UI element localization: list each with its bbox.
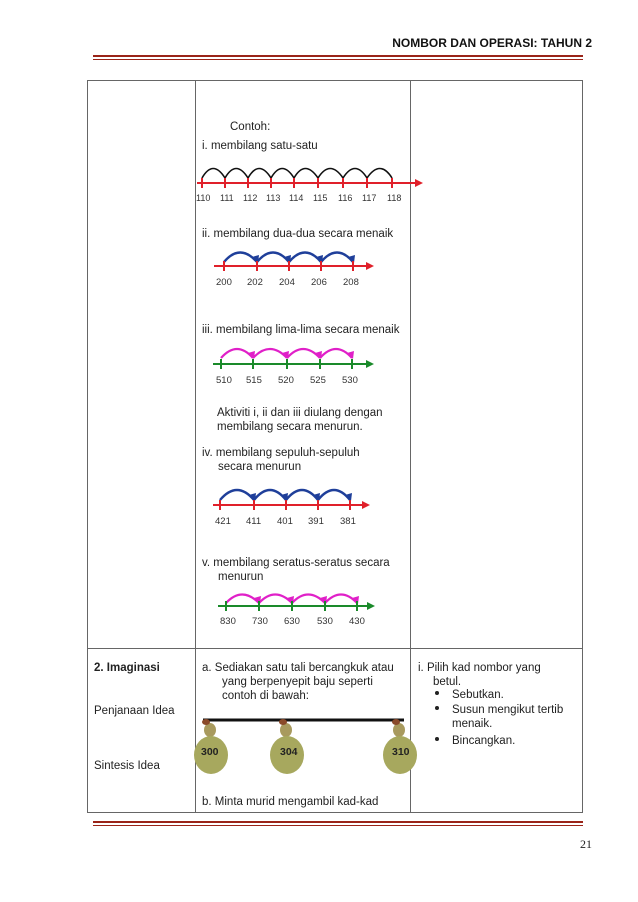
nl4-label: 421: [215, 516, 231, 527]
nl2-label: 208: [343, 277, 359, 288]
bullet-item-susun-cont: menaik.: [452, 718, 493, 730]
nl1-label: 118: [387, 193, 402, 203]
row2-a-line-2: yang berpenyepit baju seperti: [222, 676, 373, 688]
nl4-label: 411: [246, 516, 262, 527]
nl1-label: 110: [196, 193, 211, 203]
item-iv-line-2: secara menurun: [218, 461, 302, 473]
nl3-label: 510: [216, 375, 232, 386]
item-i-text: i. membilang satu-satu: [202, 140, 318, 152]
nl2-label: 204: [279, 277, 295, 288]
bullet-item-susun: Susun mengikut tertib: [452, 704, 564, 716]
pear-number-2: 304: [280, 746, 298, 758]
nl4-label: 391: [308, 516, 324, 527]
footer-rule: [93, 821, 583, 823]
nl5-label: 430: [349, 616, 365, 627]
bullet-icon: [435, 737, 439, 741]
nl1-label: 111: [220, 193, 234, 203]
item-v-line-1: v. membilang seratus-seratus secara: [202, 557, 390, 569]
aktiviti-line-2: membilang secara menurun.: [217, 421, 363, 433]
nl3-label: 525: [310, 375, 326, 386]
nl3-label: 530: [342, 375, 358, 386]
row2-sub-sintesis: Sintesis Idea: [94, 760, 160, 772]
item-ii-text: ii. membilang dua-dua secara menaik: [202, 228, 394, 240]
bullet-item-sebutkan: Sebutkan.: [452, 689, 504, 701]
nl5-label: 530: [317, 616, 333, 627]
nl1-label: 117: [362, 193, 377, 203]
nl5-label: 830: [220, 616, 236, 627]
pear-number-1: 300: [201, 746, 219, 758]
nl2-label: 202: [247, 277, 263, 288]
item-v-line-2: menurun: [218, 571, 264, 583]
row2-sub-penjanaan: Penjanaan Idea: [94, 705, 175, 717]
bullet-icon: [435, 706, 439, 710]
row2-right-line-1: i. Pilih kad nombor yang: [418, 662, 541, 674]
page-header-title: NOMBOR DAN OPERASI: TAHUN 2: [392, 36, 592, 50]
nl2-label: 200: [216, 277, 232, 288]
nl1-label: 116: [338, 193, 353, 203]
footer-rule-thin: [93, 825, 583, 826]
aktiviti-line-1: Aktiviti i, ii dan iii diulang dengan: [217, 407, 383, 419]
bullet-icon: [435, 691, 439, 695]
nl5-label: 630: [284, 616, 300, 627]
nl1-label: 115: [313, 193, 328, 203]
item-iii-text: iii. membilang lima-lima secara menaik: [202, 324, 400, 336]
nl1-label: 114: [289, 193, 304, 203]
nl1-label: 113: [266, 193, 281, 203]
item-iv-line-1: iv. membilang sepuluh-sepuluh: [202, 447, 360, 459]
row2-heading: 2. Imaginasi: [94, 662, 160, 674]
row2-a-line-3: contoh di bawah:: [222, 690, 309, 702]
nl3-label: 520: [278, 375, 294, 386]
contoh-label: Contoh:: [230, 121, 271, 133]
nl4-label: 401: [277, 516, 293, 527]
pear-number-3: 310: [392, 746, 410, 758]
page-number: 21: [580, 837, 592, 851]
nl2-label: 206: [311, 277, 327, 288]
nl3-label: 515: [246, 375, 262, 386]
row2-b-line: b. Minta murid mengambil kad-kad: [202, 796, 379, 808]
nl5-label: 730: [252, 616, 268, 627]
bullet-item-bincangkan: Bincangkan.: [452, 735, 516, 747]
row2-a-line-1: a. Sediakan satu tali bercangkuk atau: [202, 662, 394, 674]
nl1-label: 112: [243, 193, 258, 203]
nl4-label: 381: [340, 516, 356, 527]
row2-right-line-2: betul.: [433, 676, 462, 688]
